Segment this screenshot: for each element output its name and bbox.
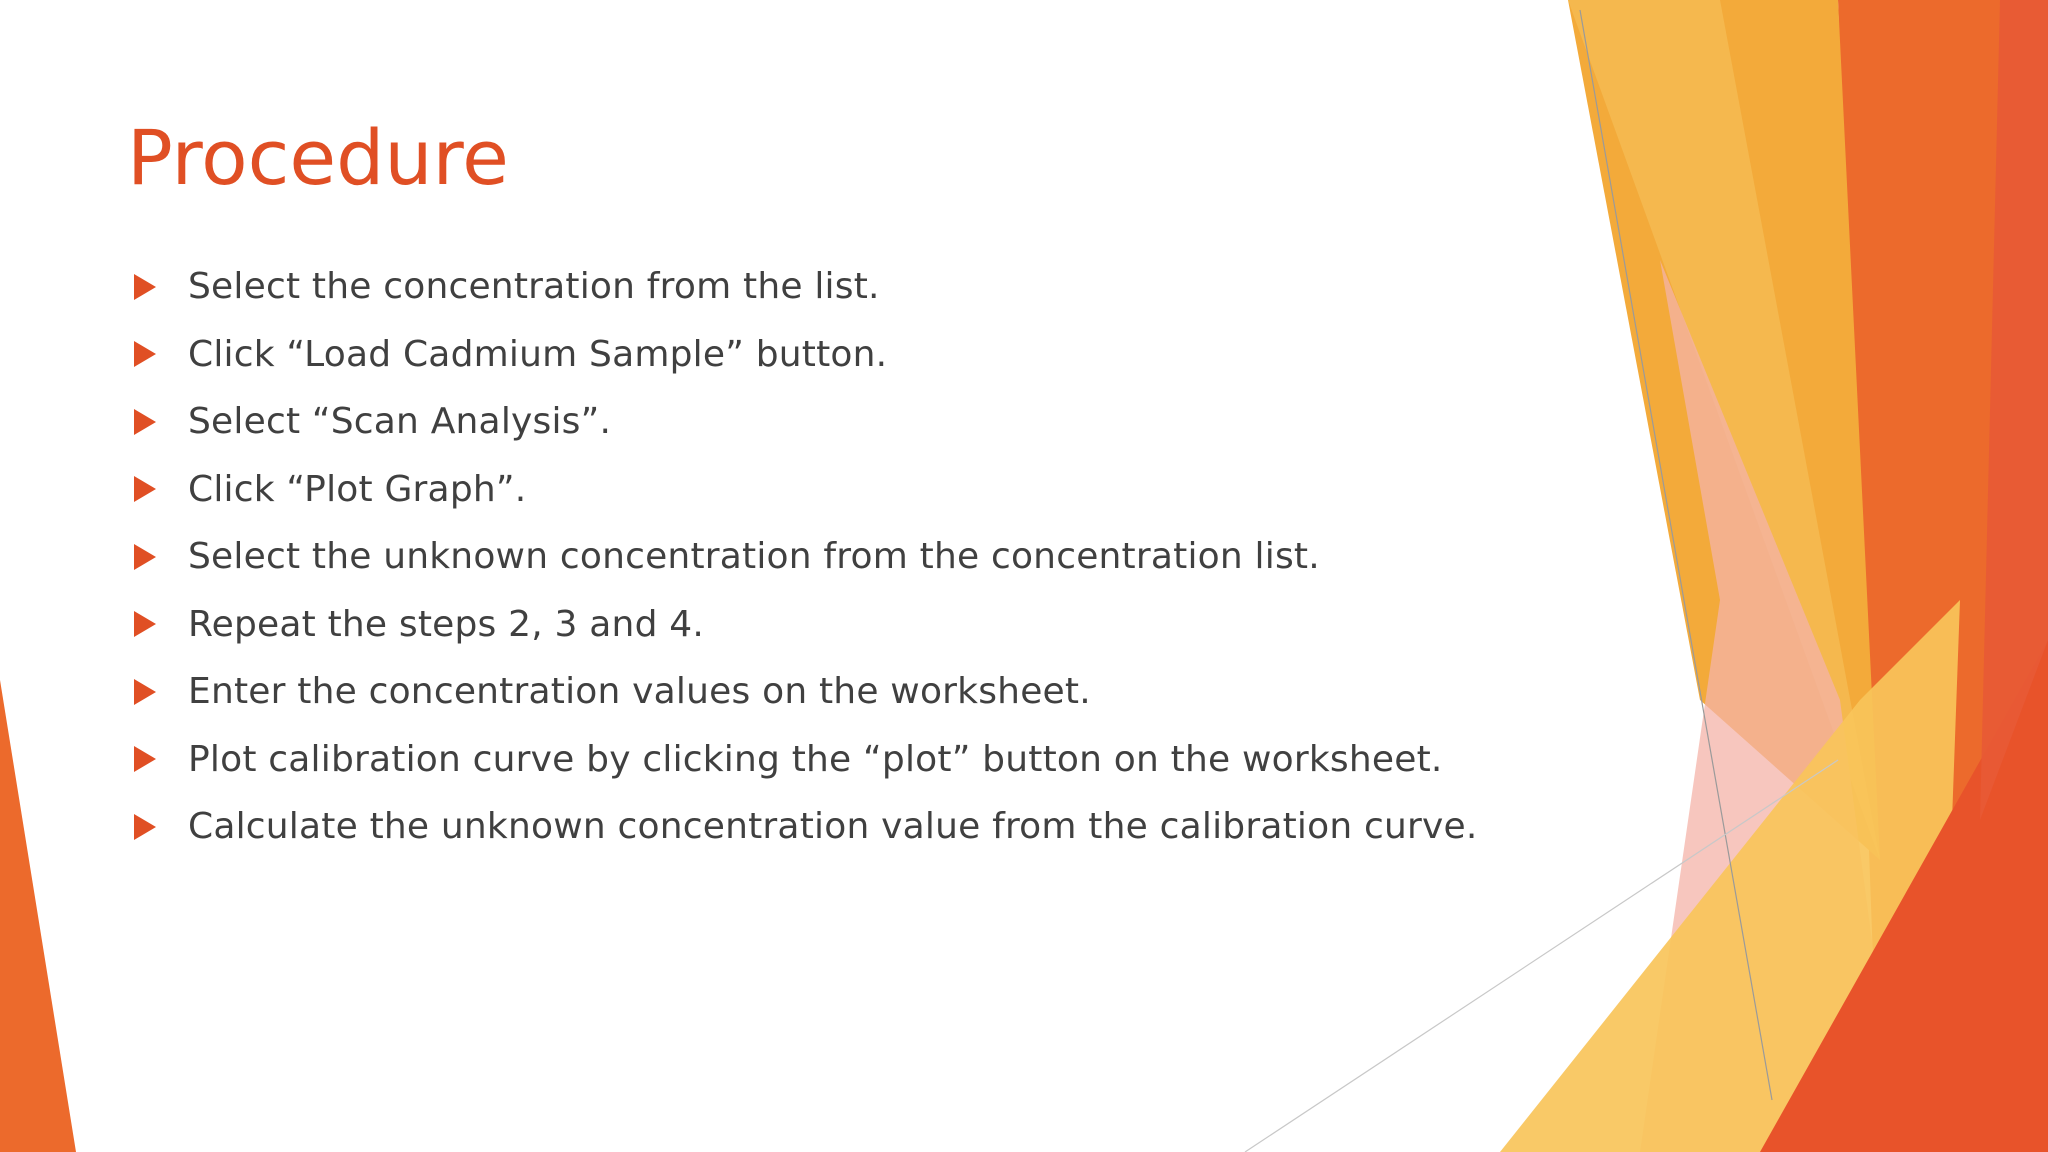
list-item: [127, 253, 1478, 321]
list-item: [127, 658, 1478, 726]
list-item: [127, 793, 1478, 861]
list-item: [127, 523, 1478, 591]
triangle-right-icon: [132, 472, 158, 506]
list-item: [127, 456, 1478, 524]
list-item: [127, 591, 1478, 659]
triangle-right-icon: [132, 270, 158, 304]
step-text: Enter the concentration values on the worksheet.: [188, 671, 1091, 713]
list-item: [127, 388, 1478, 456]
triangle-right-icon: [132, 540, 158, 574]
step-text: Plot calibration curve by clicking the “plot” button on the worksheet.: [188, 738, 1443, 780]
triangle-right-icon: [132, 337, 158, 371]
triangle-right-icon: [132, 607, 158, 641]
triangle-right-icon: [132, 742, 158, 776]
step-text: Select the unknown concentration from the concentration list.: [188, 536, 1320, 578]
step-text: Select the concentration from the list.: [188, 266, 880, 308]
triangle-right-icon: [132, 405, 158, 439]
list-item: [127, 726, 1478, 794]
step-text: Click “Plot Graph”.: [188, 468, 527, 510]
list-item: [127, 321, 1478, 389]
step-text: Calculate the unknown concentration value from the calibration curve.: [188, 806, 1478, 848]
triangle-right-icon: [132, 810, 158, 844]
step-text: Click “Load Cadmium Sample” button.: [188, 333, 888, 375]
facet-left-edge: [0, 680, 76, 1152]
slide-title: Procedure: [127, 113, 509, 202]
procedure-list: [127, 253, 1478, 861]
triangle-right-icon: [132, 675, 158, 709]
step-text: Repeat the steps 2, 3 and 4.: [188, 603, 705, 645]
step-text: Select “Scan Analysis”.: [188, 401, 612, 443]
